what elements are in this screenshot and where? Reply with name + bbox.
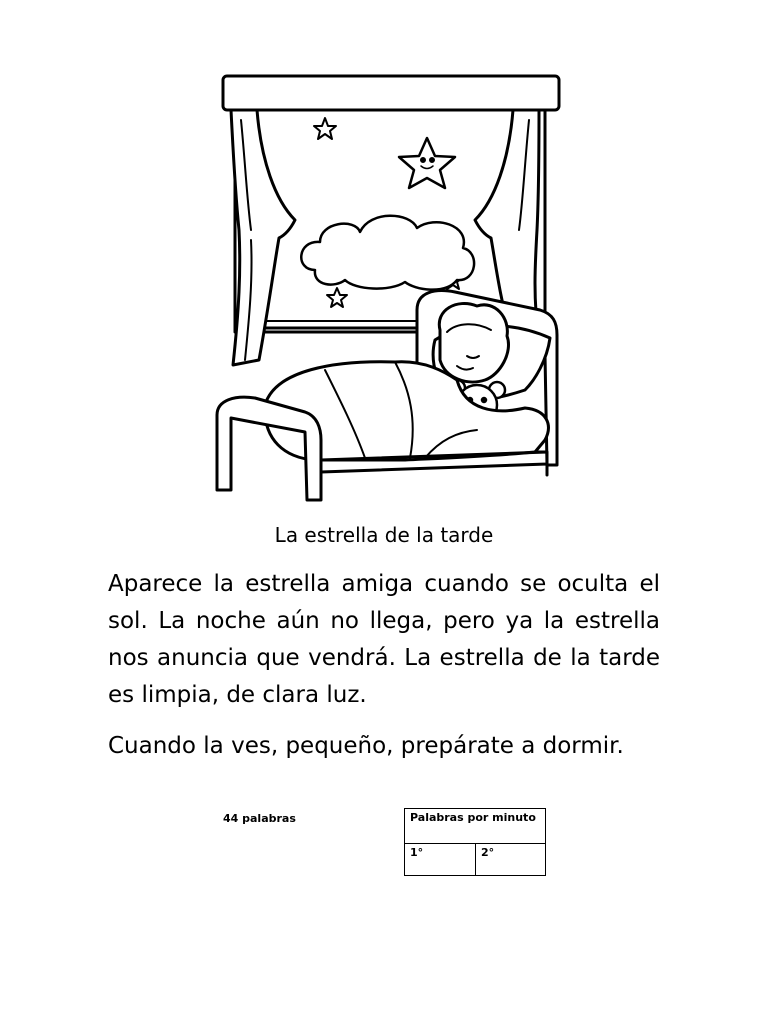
story-paragraph: Aparece la estrella amiga cuando se oculta el sol. La noche aún no llega, pero ya la estrella nos anuncia que vendrá. La estrella de la tarde es limpia, de clara luz. (108, 571, 660, 708)
curtain-valance (223, 76, 559, 110)
child (439, 303, 508, 381)
child-sleeping-illustration (195, 60, 575, 505)
story-title: La estrella de la tarde (274, 523, 494, 547)
words-per-minute-table (404, 808, 546, 876)
wpm-attempt-1: 1° (405, 844, 476, 876)
wpm-header: Palabras por minuto (405, 809, 546, 844)
word-count: 44 palabras (223, 812, 296, 825)
story-paragraph: Cuando la ves, pequeño, prepárate a dormir. (108, 733, 624, 759)
bed-footboard (217, 397, 321, 500)
wpm-attempt-2: 2° (476, 844, 546, 876)
